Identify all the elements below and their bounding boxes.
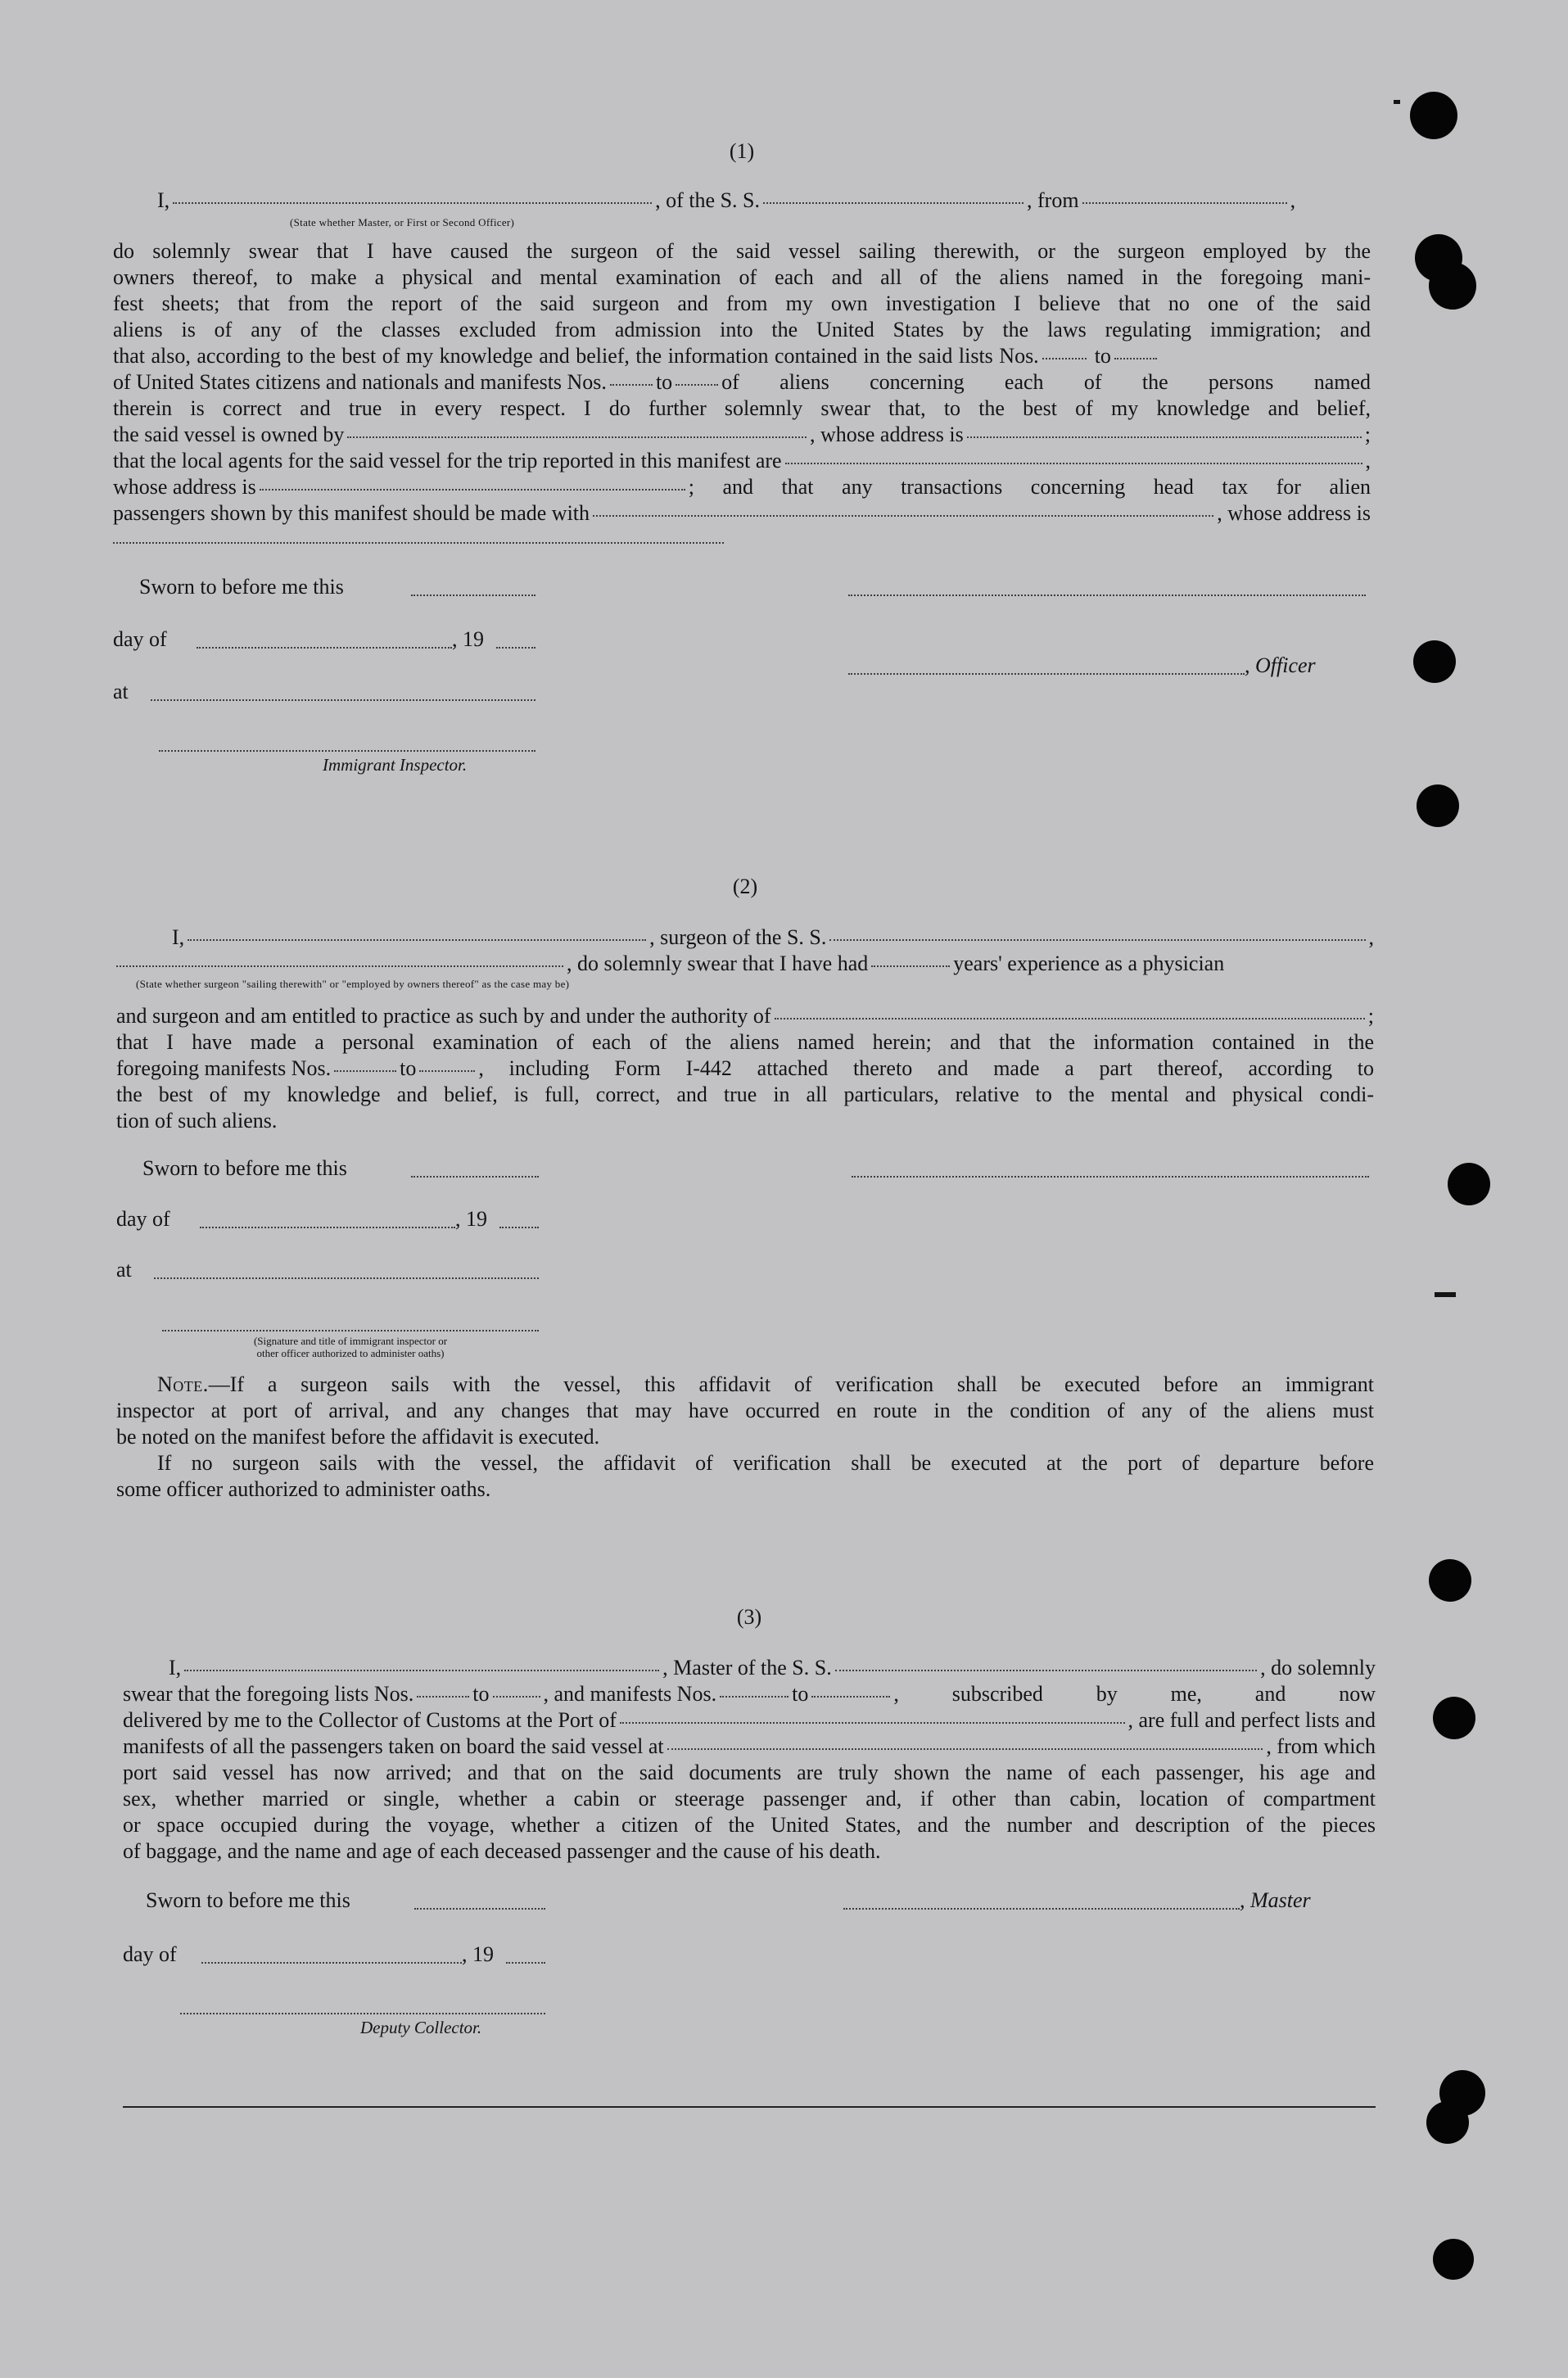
punch-hole (1410, 92, 1457, 139)
collector-label: Deputy Collector. (360, 2018, 482, 2037)
agents-address-field[interactable] (260, 489, 685, 491)
punch-hole (1433, 1697, 1475, 1739)
vessel-name-field[interactable] (829, 939, 1365, 941)
punch-hole (1417, 784, 1459, 827)
manifests-to-field[interactable] (419, 1070, 475, 1072)
manifests-to-label: to (655, 370, 673, 394)
signature-caption-line: (Signature and title of immigrant inspector or (253, 1335, 448, 1347)
solemnly-text: , do solemnly (1260, 1656, 1376, 1680)
authority-field[interactable] (775, 1018, 1365, 1019)
collector-line (123, 1708, 1376, 1733)
belief-line-end: tion of such aliens. (116, 1109, 278, 1132)
sworn-label: Sworn to before me this (142, 1156, 347, 1180)
lists-to-field[interactable] (493, 1696, 540, 1698)
officer-label: , Officer (1245, 653, 1316, 677)
lists-text: swear that the foregoing lists Nos. (123, 1682, 414, 1706)
year-field[interactable] (496, 647, 535, 649)
manifests-text: , and manifests Nos. (543, 1682, 717, 1706)
note2-line (116, 1451, 1374, 1476)
head-tax-text: ; and that any transactions concerning head tax for alien (688, 475, 1371, 499)
officer-caption: (State whether Master, or First or Second Officer) (290, 216, 515, 228)
oath-line: sex, whether married or single, whether a cabin or steerage passenger and, if other than cabin, location of compartment (123, 1787, 1376, 1811)
swear-text: , do solemnly swear that I have had (567, 952, 869, 975)
sworn-label: Sworn to before me this (139, 575, 344, 599)
line-end: , (1368, 925, 1374, 949)
manifests-from-field[interactable] (720, 1696, 789, 1698)
sworn-day-field[interactable] (414, 1908, 545, 1910)
head-tax-address-field[interactable] (113, 542, 724, 544)
manifests-to-field[interactable] (811, 1696, 890, 1698)
punch-hole (1433, 2239, 1474, 2280)
lists-to-label: to (1094, 344, 1111, 368)
surgeon-name-field[interactable] (188, 939, 646, 941)
sailing-status-field[interactable] (116, 965, 563, 967)
month-field[interactable] (201, 1962, 462, 1964)
boarding-port-field[interactable] (667, 1748, 1263, 1750)
from-port-field[interactable] (1082, 202, 1287, 204)
lists-from-field[interactable] (1042, 358, 1087, 359)
oath-line: aliens is of any of the classes excluded from admission into the United States by the laws regulating immigration; and (113, 318, 1371, 341)
oath-line: of baggage, and the name and age of each deceased passenger and the cause of his death. (123, 1839, 881, 1863)
sworn-day-field[interactable] (411, 594, 535, 596)
sworn-label: Sworn to before me this (146, 1888, 350, 1912)
manifests-from-field[interactable] (334, 1070, 396, 1072)
sworn-day-field[interactable] (411, 1176, 539, 1178)
line-end: , (1290, 188, 1296, 212)
oath-line: or space occupied during the voyage, whether a citizen of the United States, and the number and description of the pieces (123, 1813, 1376, 1837)
oath-line: fest sheets; that from the report of the said surgeon and from my own investigation I believe that no one of the said (113, 292, 1371, 315)
collector-text: delivered by me to the Collector of Customs at the Port of (123, 1708, 617, 1732)
year-field[interactable] (506, 1962, 545, 1964)
officer-title-field[interactable] (848, 673, 1245, 675)
lists-from-field[interactable] (417, 1696, 469, 1698)
lists-line (113, 344, 1371, 368)
examination-line: that I have made a personal examination of each of the aliens named herein; and that the information contained in the (116, 1030, 1374, 1054)
manifests-to-field[interactable] (676, 384, 718, 386)
passengers-line (113, 501, 1371, 526)
manifests-text: of United States citizens and nationals and manifests Nos. (113, 370, 607, 394)
signature-caption-line: other officer authorized to administer oaths) (256, 1347, 445, 1359)
from-which-text: , from which (1266, 1734, 1376, 1758)
sailing-caption: (State whether surgeon "sailing therewith" or "employed by owners thereof" as the case may be) (136, 978, 570, 990)
note-label: Note. (157, 1372, 209, 1396)
lists-text: that also, according to the best of my knowledge and belief, the information contained in the said lists Nos. (113, 344, 1039, 368)
boarded-line (123, 1734, 1376, 1759)
at-label: at (113, 680, 129, 703)
edge-mark (1435, 1292, 1456, 1297)
note-line: inspector at port of arrival, and any changes that may have occurred en route in the condition of any of the aliens must (116, 1399, 1374, 1422)
master-name-field[interactable] (184, 1670, 659, 1671)
year-label: , 19 (462, 1942, 494, 1966)
inspector-label: Immigrant Inspector. (323, 755, 468, 775)
note2-line: some officer authorized to administer oaths. (116, 1477, 491, 1501)
punch-hole (1429, 262, 1476, 310)
master-line (113, 188, 1371, 213)
manifests-to-label: to (792, 1682, 809, 1706)
owner-field[interactable] (347, 436, 807, 438)
lists-text-2: , are full and perfect lists and (1127, 1708, 1376, 1732)
inspector-signature-field[interactable] (162, 1330, 539, 1331)
experience-text: years' experience as a physician (953, 952, 1225, 975)
day-of-label: day of (116, 1207, 170, 1231)
note-text: —If a surgeon sails with the vessel, this affidavit of verification shall be executed before an immigrant (208, 1372, 1374, 1396)
section-number: (2) (732, 875, 758, 898)
label-from: , from (1027, 188, 1079, 212)
line-end: ; (1364, 423, 1371, 446)
manifests-from-field[interactable] (610, 384, 653, 386)
punch-hole (1426, 2101, 1469, 2144)
surgeon-signature-field[interactable] (852, 1176, 1369, 1178)
year-label: , 19 (452, 627, 484, 651)
owned-text: the said vessel is owned by (113, 423, 345, 446)
note-line (116, 1372, 1374, 1397)
manifests-line (116, 1056, 1374, 1081)
section-number: (3) (736, 1605, 762, 1629)
officer-name-field[interactable] (173, 202, 652, 204)
label-i: I, (157, 188, 170, 212)
label-i: I, (172, 925, 185, 949)
master-label: , Master of the S. S. (662, 1656, 832, 1680)
surgeon-label: , surgeon of the S. S. (649, 925, 827, 949)
address-label: , whose address is (1217, 501, 1371, 525)
day-of-label: day of (113, 627, 167, 651)
month-field[interactable] (197, 647, 452, 649)
master-signature-field[interactable] (843, 1908, 1240, 1910)
surgeon-line (116, 925, 1374, 950)
agents-field[interactable] (785, 463, 1362, 464)
agents-address-line (113, 475, 1371, 500)
owned-address-label: , whose address is (810, 423, 964, 446)
port-field[interactable] (620, 1722, 1125, 1724)
punch-hole (1448, 1163, 1490, 1205)
manifests-line (113, 370, 1371, 395)
edge-mark (1394, 100, 1400, 104)
master-label-sig: , Master (1240, 1888, 1311, 1912)
authority-line (116, 1004, 1374, 1029)
lists-to-field[interactable] (1114, 358, 1157, 359)
oath-line: do solemnly swear that I have caused the surgeon of the said vessel sailing therewith, or the surgeon employed by the (113, 239, 1371, 263)
experience-line (116, 952, 1374, 976)
address-label: whose address is (113, 475, 256, 499)
punch-hole (1413, 640, 1456, 683)
years-field[interactable] (871, 965, 950, 967)
oath-line: port said vessel has now arrived; and that on the said documents are truly shown the name of each passenger, his age and (123, 1761, 1376, 1784)
punch-hole (1429, 1559, 1471, 1602)
agents-text: that the local agents for the said vessel for the trip reported in this manifest are (113, 449, 782, 472)
collector-signature-field[interactable] (180, 2013, 545, 2014)
label-of-ss: , of the S. S. (655, 188, 761, 212)
subscribed-text: , subscribed by me, and now (893, 1682, 1376, 1706)
belief-line: the best of my knowledge and belief, is full, correct, and true in all particulars, relative to the mental and physical condi- (116, 1083, 1374, 1106)
signature-caption (203, 1335, 498, 1359)
authority-text: and surgeon and am entitled to practice as such by and under the authority of (116, 1004, 771, 1028)
day-of-label: day of (123, 1942, 177, 1966)
vessel-name-field[interactable] (835, 1670, 1257, 1671)
inspector-signature-field[interactable] (159, 750, 535, 752)
note2-text: If no surgeon sails with the vessel, the affidavit of verification shall be executed at the port of departure before (157, 1451, 1374, 1475)
note-line: be noted on the manifest before the affidavit is executed. (116, 1425, 600, 1449)
passengers-text: passengers shown by this manifest should be made with (113, 501, 590, 525)
form-text: , including Form I-442 attached thereto and made a part thereof, according to (478, 1056, 1374, 1080)
year-label: , 19 (455, 1207, 487, 1231)
owner-address-field[interactable] (967, 436, 1362, 438)
at-label: at (116, 1258, 132, 1282)
manifests-text-2: of aliens concerning each of the persons named (721, 370, 1371, 394)
manifests-to-label: to (400, 1056, 417, 1080)
manifests-text: foregoing manifests Nos. (116, 1056, 332, 1080)
month-field[interactable] (200, 1227, 455, 1228)
boarded-text: manifests of all the passengers taken on board the said vessel at (123, 1734, 664, 1758)
year-field[interactable] (499, 1227, 539, 1228)
oath-line: owners thereof, to make a physical and mental examination of each and all of the aliens named in the foregoing mani- (113, 265, 1371, 289)
owned-line (113, 423, 1371, 447)
label-i: I, (169, 1656, 182, 1680)
at-place-field[interactable] (154, 1277, 539, 1279)
vessel-name-field[interactable] (763, 202, 1023, 204)
master-line (123, 1656, 1376, 1680)
agents-line (113, 449, 1371, 473)
correct-line: therein is correct and true in every respect. I do further solemnly swear that, to the best of my knowledge and belief, (113, 396, 1371, 420)
section-number: (1) (729, 139, 755, 163)
line-end: , (1365, 449, 1371, 472)
line-end: ; (1367, 1004, 1374, 1028)
head-tax-party-field[interactable] (593, 515, 1213, 517)
at-place-field[interactable] (151, 699, 535, 701)
officer-signature-field[interactable] (848, 594, 1366, 596)
bottom-rule (123, 2106, 1376, 2108)
lists-line (123, 1682, 1376, 1707)
lists-to-label: to (472, 1682, 490, 1706)
